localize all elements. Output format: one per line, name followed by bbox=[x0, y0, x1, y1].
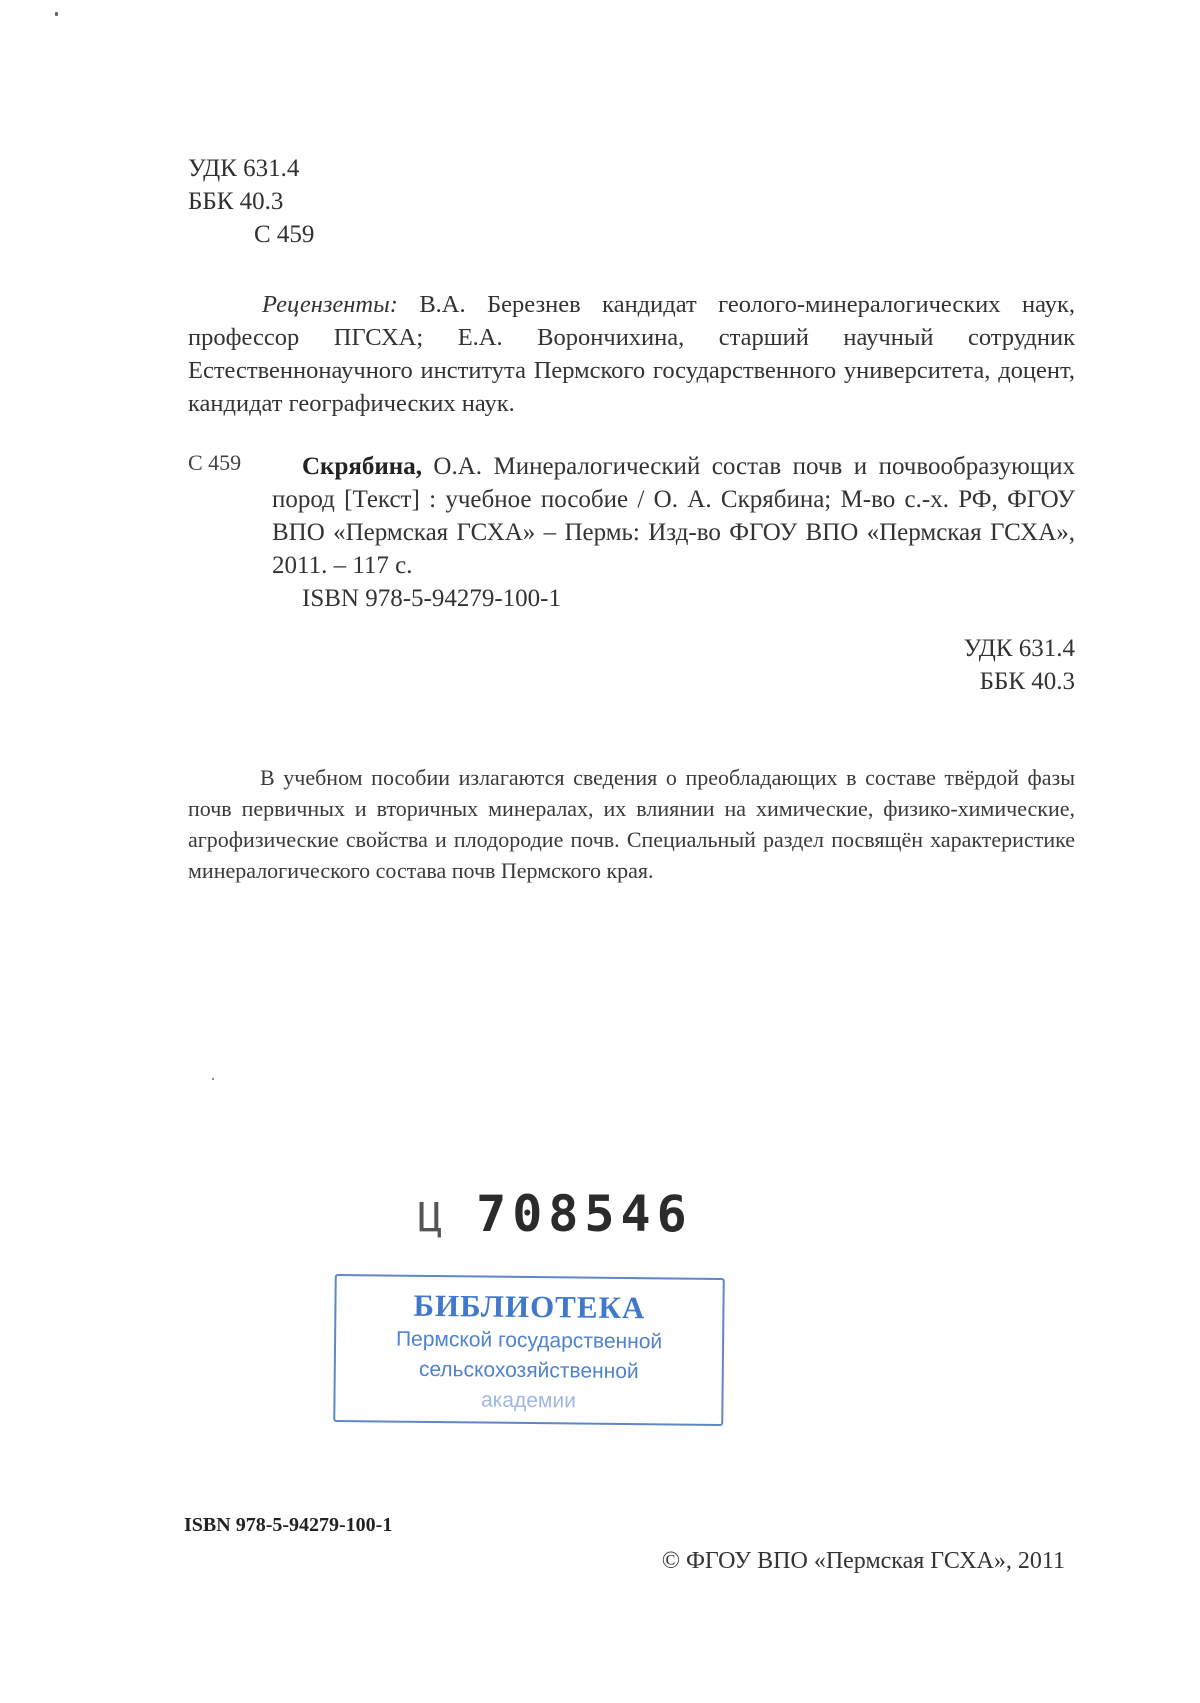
footer-copyright: © ФГОУ ВПО «Пермская ГСХА», 2011 bbox=[661, 1548, 1065, 1574]
udk-code-top: УДК 631.4 bbox=[188, 155, 300, 182]
bibliographic-author: Скрябина, bbox=[302, 453, 422, 480]
scan-speck bbox=[55, 12, 58, 16]
bibliographic-isbn: ISBN 978-5-94279-100-1 bbox=[302, 585, 562, 612]
reviewers-label: Рецензенты: bbox=[262, 291, 398, 318]
stamp-title: БИБЛИОТЕКА bbox=[413, 1287, 646, 1326]
bbk-code-top: ББК 40.3 bbox=[188, 188, 284, 215]
stamp-line-3: академии bbox=[480, 1388, 577, 1413]
classification-top bbox=[188, 152, 314, 251]
scan-speck bbox=[212, 1078, 214, 1080]
inventory-number bbox=[418, 1185, 693, 1243]
inventory-digits: 708546 bbox=[476, 1185, 693, 1243]
author-mark-top: С 459 bbox=[254, 221, 315, 248]
bibliographic-side-code: С 459 bbox=[188, 450, 242, 475]
classification-right bbox=[964, 632, 1075, 698]
udk-code-right: УДК 631.4 bbox=[963, 635, 1075, 662]
bibliographic-text: О.А. Минералогический состав почв и почвообразующих пород [Текст] : учебное пособие / О. А. Скрябина; М-во с.-х. РФ, ФГОУ ВПО «Пермская ГСХА» – Пермь: Изд-во ФГОУ ВПО «Пермская ГСХА», 2011. – 117 с. bbox=[272, 453, 1075, 579]
bbk-code-right: ББК 40.3 bbox=[979, 668, 1075, 695]
footer-isbn: ISBN 978-5-94279-100-1 bbox=[184, 1514, 393, 1536]
bibliographic-description bbox=[272, 450, 1075, 582]
stamp-line-1: Пермской государственной bbox=[395, 1327, 663, 1354]
annotation-paragraph: В учебном пособии излагаются сведения о преобладающих в составе твёрдой фазы почв первичных и вторичных минералах, их влиянии на химические, физико-химические, агрофизические свойства и плодородие почв. Специальный раздел посвящён характеристике минералогического состава почв Пермского края. bbox=[188, 765, 1075, 883]
reviewers-paragraph bbox=[188, 288, 1075, 420]
inventory-prefix: Ц bbox=[418, 1195, 449, 1241]
library-stamp bbox=[333, 1274, 725, 1426]
stamp-line-2: сельскохозяйственной bbox=[418, 1357, 639, 1384]
reviewers-text: В.А. Березнев кандидат геолого-минералогических наук, профессор ПГСХА; Е.А. Ворончихина, старший научный сотрудник Естественнонаучного института Пермского государственного университета, доцент, кандидат географических наук. bbox=[188, 291, 1075, 417]
